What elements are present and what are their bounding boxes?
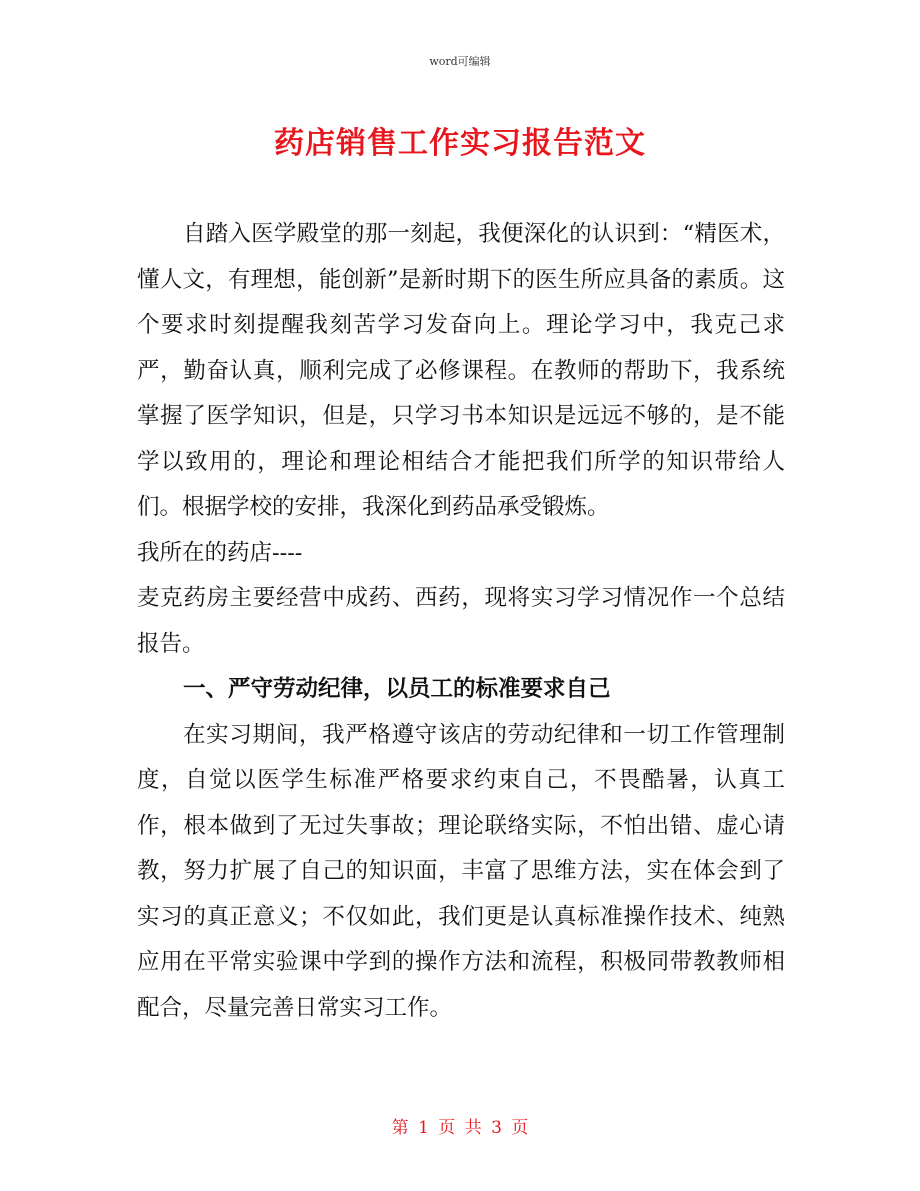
- document-body: [137, 212, 785, 1031]
- section-heading-1: 一、严守劳动纪律，以员工的标准要求自己: [183, 676, 611, 702]
- page-number-footer: 第 1 页 共 3 页: [391, 1118, 529, 1138]
- paragraph-discipline: 在实习期间，我严格遵守该店的劳动纪律和一切工作管理制度，自觉以医学生标准严格要求约束自己，不畏酷暑，认真工作，根本做到了无过失事故；理论联络实际，不怕出错、虚心请教，努力扩展了自己的知识面，丰富了思维方法，实在体会到了实习的真正意义；不仅如此，我们更是认真标准操作技术、纯熟应用在平常实验课中学到的操作方法和流程，积极同带教教师相配合，尽量完善日常实习工作。: [137, 721, 785, 1021]
- paragraph-pharmacy-line: 我所在的药店----: [137, 539, 303, 566]
- paragraph-intro: 自踏入医学殿堂的那一刻起，我便深化的认识到：“精医术，懂人文，有理想，能创新”是新时期下的医生所应具备的素质。这个要求时刻提醒我刻苦学习发奋向上。理论学习中，我克己求严，勤奋认真，顺利完成了必修课程。在教师的帮助下，我系统掌握了医学知识，但是，只学习书本知识是远远不够的，是不能学以致用的，理论和理论相结合才能把我们所学的知识带给人们。根据学校的安排，我深化到药品承受锻炼。: [137, 221, 785, 520]
- document-title: 药店销售工作实习报告范文: [274, 126, 646, 161]
- page-header: word可编辑: [429, 55, 491, 68]
- paragraph-pharmacy-summary: 麦克药房主要经营中成药、西药，现将实习学习情况作一个总结报告。: [137, 585, 785, 657]
